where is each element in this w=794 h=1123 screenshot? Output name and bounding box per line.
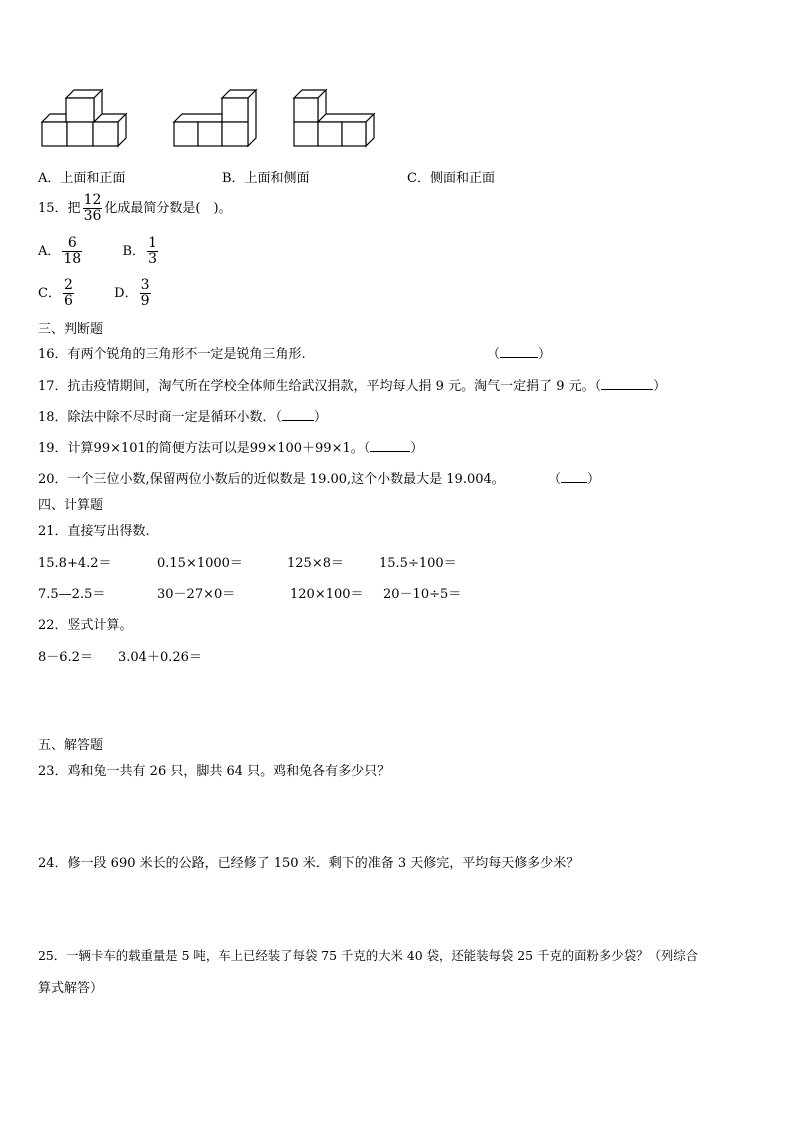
q15-option-d-label: D． — [114, 286, 138, 301]
q18: 18．除法中除不尽时商一定是循环小数．（ ） — [38, 410, 328, 425]
q16-answer-blank[interactable]: （ ） — [487, 347, 552, 362]
q17: 17．抗击疫情期间，淘气所在学校全体师生给武汉捐款，平均每人捐 9 元。淘气一定捐了 9 元。（ ） — [38, 379, 667, 394]
q15-suffix: 化成最简分数是( )。 — [104, 201, 232, 216]
q25-line2: 算式解答） — [38, 981, 104, 996]
q14-option-c: C．侧面和正面 — [407, 171, 495, 186]
q25-line1: 25．一辆卡车的载重量是 5 吨，车上已经装了每袋 75 千克的大米 40 袋，还能装每袋 25 千克的面粉多少袋？（列综合 — [38, 948, 699, 963]
q21-item: 7.5—2.5＝ — [38, 587, 106, 602]
q16 — [38, 343, 306, 362]
q15-option-d-fraction: $\frac{3}{9}$ — [140, 277, 150, 309]
q21-item: 125×8＝ — [287, 556, 344, 571]
q15-option-c-label: C． — [38, 286, 61, 301]
q15-question — [38, 193, 232, 224]
q15-options-row1 — [38, 236, 160, 267]
q17-text: 17．抗击疫情期间，淘气所在学校全体师生给武汉捐款，平均每人捐 9 元。淘气一定捐了 9 元。（ — [38, 379, 602, 394]
q14-option-b: B．上面和侧面 — [222, 171, 310, 186]
q20-answer-blank[interactable]: （ ） — [548, 472, 601, 487]
q20 — [38, 468, 505, 487]
section-5-heading: 五、解答题 — [38, 738, 104, 753]
q22-item: 3.04＋0.26＝ — [118, 650, 202, 665]
q22-item: 8－6.2＝ — [38, 650, 93, 665]
q21-item: 120×100＝ — [290, 587, 364, 602]
cube-figure-2 — [170, 86, 270, 150]
q14-option-a: A．上面和正面 — [38, 171, 126, 186]
q15-prefix: 把 — [67, 201, 81, 216]
q16-text: 16．有两个锐角的三角形不一定是锐角三角形. — [38, 347, 306, 362]
section-4-heading: 四、计算题 — [38, 498, 104, 513]
q15-option-a-label: A． — [38, 244, 61, 259]
q22-title: 22．竖式计算。 — [38, 618, 133, 633]
q21-item: 20－10÷5＝ — [383, 587, 462, 602]
q19-answer-blank[interactable] — [370, 439, 410, 452]
q18-text: 18．除法中除不尽时商一定是循环小数．（ — [38, 410, 283, 425]
q18-answer-blank[interactable] — [282, 408, 314, 421]
q15-fraction: $\frac{12}{36}$ — [83, 192, 102, 224]
cube-figure-3 — [290, 86, 390, 150]
q20-text: 20．一个三位小数,保留两位小数后的近似数是 19.00,这个小数最大是 19.004。 — [38, 472, 505, 487]
q21-item: 30－27×0＝ — [157, 587, 236, 602]
q21-item: 0.15×1000＝ — [157, 556, 243, 571]
q15-option-b-fraction: $\frac{1}{3}$ — [148, 235, 157, 267]
q15-option-b-label: B． — [122, 244, 146, 259]
q24: 24．修一段 690 米长的公路，已经修了 150 米．剩下的准备 3 天修完，平均每天修多少米？ — [38, 856, 580, 871]
q15-option-c-fraction: $\frac{2}{6}$ — [63, 277, 73, 309]
q23: 23．鸡和兔一共有 26 只，脚共 64 只。鸡和兔各有多少只？ — [38, 764, 391, 779]
q21-item: 15.5÷100＝ — [379, 556, 457, 571]
q19: 19．计算99×101的简便方法可以是99×100＋99×1。（ ） — [38, 441, 424, 456]
q21-title: 21．直接写出得数. — [38, 524, 150, 539]
q19-text: 19．计算99×101的简便方法可以是99×100＋99×1。（ — [38, 441, 371, 456]
q21-item: 15.8+4.2＝ — [38, 556, 112, 571]
cube-figure-1 — [38, 86, 138, 150]
q15-options-row2 — [38, 278, 153, 309]
q17-answer-blank[interactable] — [601, 377, 653, 390]
q15-number: 15． — [38, 201, 68, 216]
section-3-heading: 三、判断题 — [38, 322, 104, 337]
q15-option-a-fraction: $\frac{6}{18}$ — [63, 235, 82, 267]
